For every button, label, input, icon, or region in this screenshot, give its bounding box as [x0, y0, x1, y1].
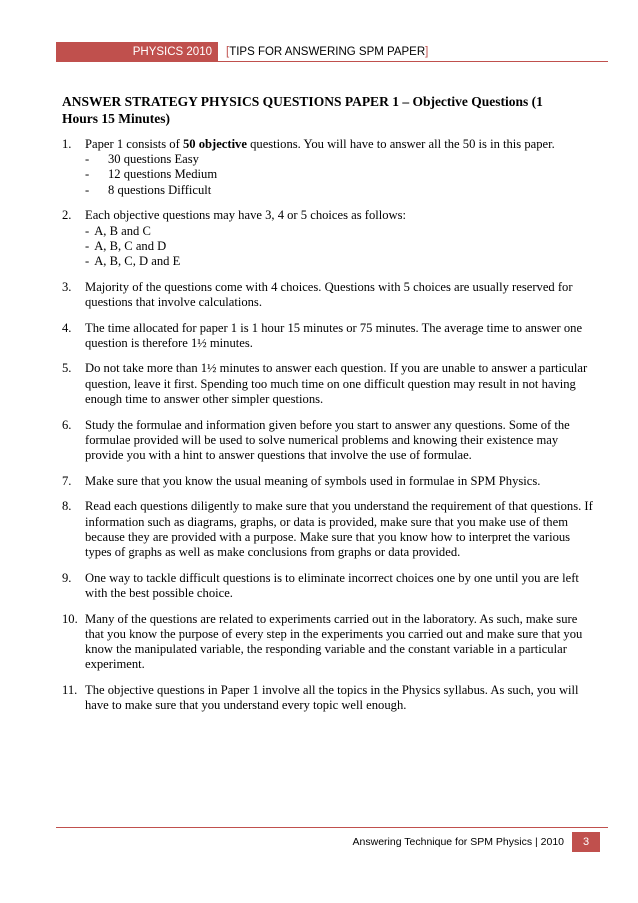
item-number: 5. [62, 361, 72, 376]
list-item-2 [62, 208, 594, 269]
item-text: Study the formulae and information given before you start to answer any questions. Some of the formulae provided will be used to solve numerical problems and knowing their existence may provide you with a hint to answer questions that involve the use of formulae. [85, 417, 570, 462]
list-item-3 [62, 280, 594, 310]
item-number: 10. [62, 611, 78, 626]
header-subject: PHYSICS 2010 [56, 42, 218, 62]
sub-item: - 8 questions Difficult [85, 182, 212, 197]
list-item-4 [62, 321, 594, 351]
item-number: 3. [62, 279, 72, 294]
choices-list [85, 224, 594, 270]
page-number: 3 [572, 832, 600, 852]
item-text: Do not take more than 1½ minutes to answer each question. If you are unable to answer a particular question, leave it first. Spending too much time on one difficult question may result in not having enough time to answer other simpler questions. [85, 361, 588, 406]
page-header [56, 42, 608, 62]
item-number: 2. [62, 208, 72, 223]
item-text: The time allocated for paper 1 is 1 hour 15 minutes or 75 minutes. The average time to answer one question is therefore 1½ minutes. [85, 320, 583, 350]
item-text: Read each questions diligently to make sure that you understand the requirement of that questions. If information such as diagrams, graphs, or data is provided, make sure that you make use of them because they are provided with a purpose. Make sure that you know how to interpret the various types of graphs as well as make conclusions from graphs or data provided. [85, 499, 593, 559]
list-item-8 [62, 499, 594, 560]
sub-item: - 12 questions Medium [85, 167, 218, 182]
strategy-list [62, 137, 594, 724]
header-topic-wrap [226, 42, 428, 62]
item-text: questions. You will have to answer all the 50 is in this paper. [246, 137, 555, 151]
list-item-9 [62, 571, 594, 601]
footer-text: Answering Technique for SPM Physics | 2010 [352, 836, 564, 848]
sub-item: - 30 questions Easy [85, 152, 199, 167]
item-text: Many of the questions are related to experiments carried out in the laboratory. As such, make sure that you know the purpose of every step in the experiments you carried out and make sure that you know the manipulated variable, the responding variable and the constant variable in a particular experiment. [85, 611, 583, 672]
item-number: 11. [62, 682, 78, 697]
sub-item: - A, B, C and D [85, 238, 167, 253]
header-bracket-close: ] [425, 46, 429, 58]
sub-item: - A, B and C [85, 223, 151, 238]
section-title: ANSWER STRATEGY PHYSICS QUESTIONS PAPER 1 – Objective Questions (1 Hours 15 Minutes) [62, 94, 543, 126]
list-item-5 [62, 361, 594, 407]
list-item-1 [62, 137, 594, 198]
list-item-10 [62, 612, 594, 673]
header-topic: TIPS FOR ANSWERING SPM PAPER [229, 46, 426, 58]
item-number: 6. [62, 417, 72, 432]
list-item-7 [62, 474, 594, 489]
sub-item: - A, B, C, D and E [85, 253, 181, 268]
item-text: Majority of the questions come with 4 choices. Questions with 5 choices are usually reserved for questions that involve calculations. [85, 279, 573, 309]
item-bold-text: 50 objective [182, 137, 247, 151]
item-number: 1. [62, 137, 72, 151]
header-rule [218, 61, 608, 62]
item-number: 8. [62, 499, 72, 514]
item-number: 9. [62, 570, 72, 585]
list-item-6 [62, 418, 594, 464]
item-number: 7. [62, 473, 72, 488]
difficulty-list [85, 152, 594, 198]
list-item-11 [62, 683, 594, 713]
item-text: Paper 1 consists of [85, 137, 183, 151]
item-number: 4. [62, 320, 72, 335]
item-text: Each objective questions may have 3, 4 or 5 choices as follows: [85, 208, 407, 223]
header-bracket-open: [ [226, 46, 230, 58]
item-text: One way to tackle difficult questions is to eliminate incorrect choices one by one until you are left with the best possible choice. [85, 570, 579, 600]
item-text: The objective questions in Paper 1 involve all the topics in the Physics syllabus. As such, you will have to make sure that you understand every topic well enough. [85, 682, 579, 713]
footer-rule [56, 827, 608, 828]
page-footer [56, 832, 608, 852]
item-text: Make sure that you know the usual meaning of symbols used in formulae in SPM Physics. [85, 473, 541, 488]
